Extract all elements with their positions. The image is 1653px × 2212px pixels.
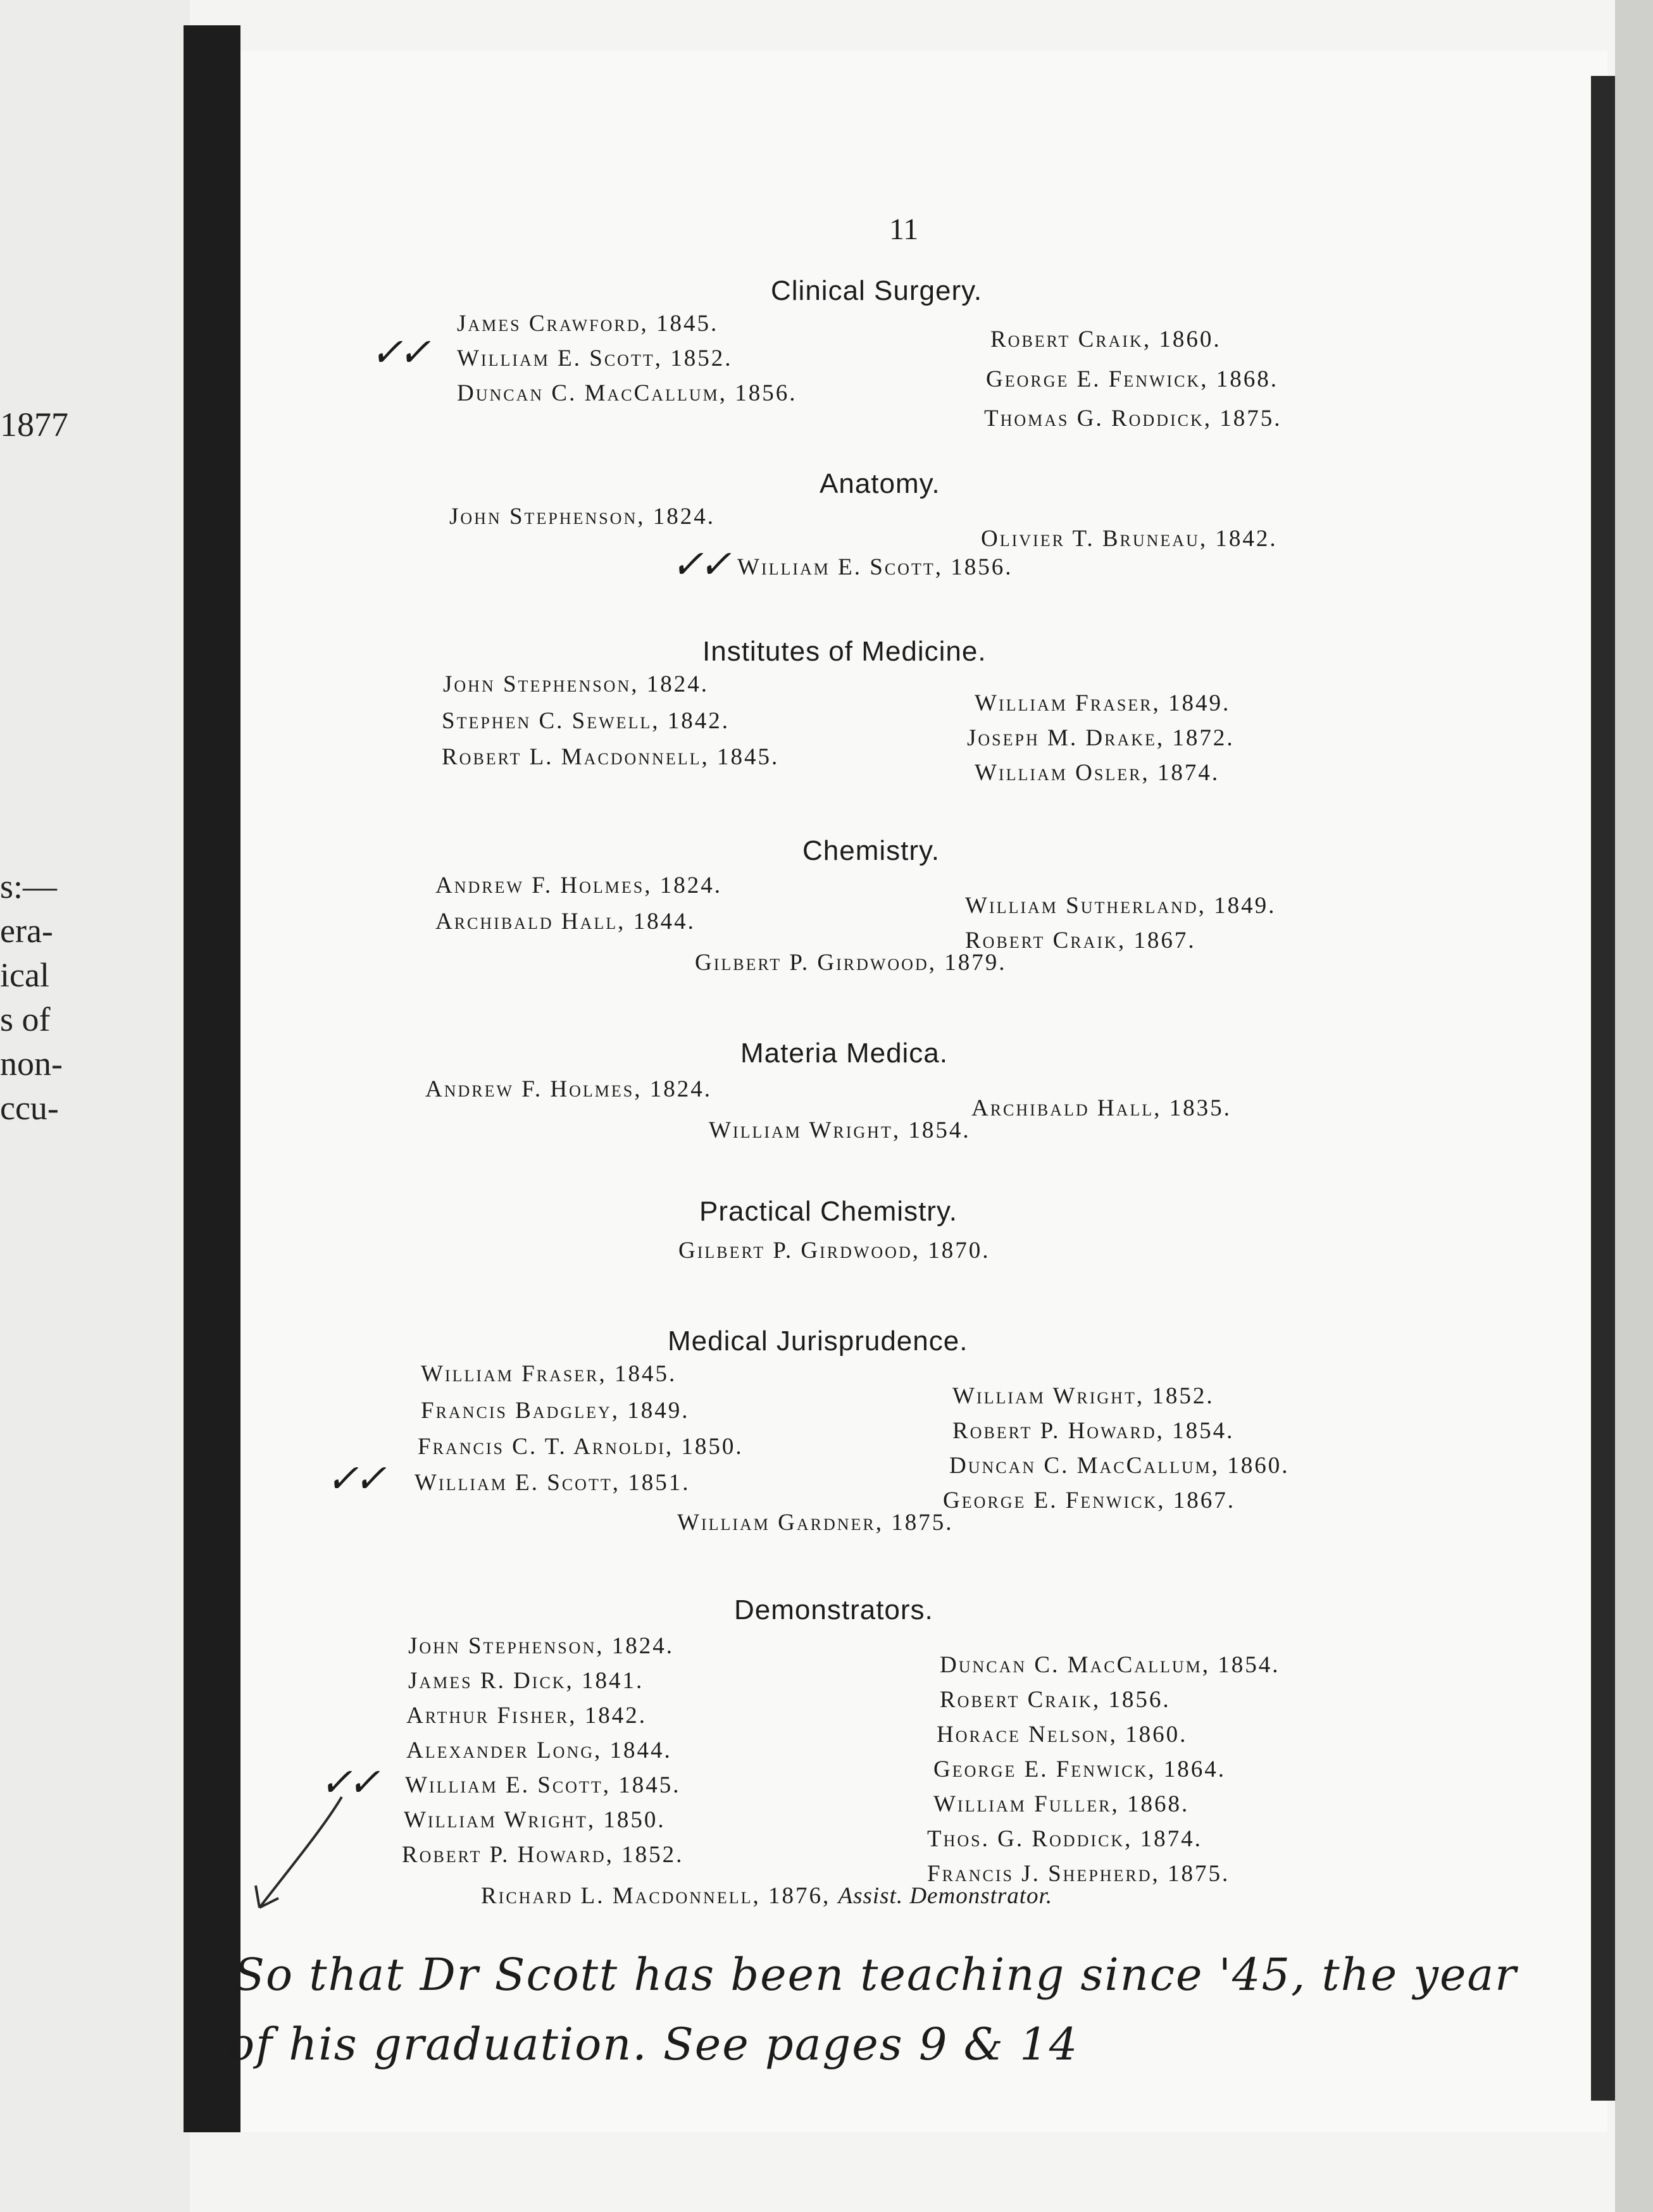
- section-heading-medical-jurisprudence: Medical Jurisprudence.: [668, 1326, 968, 1357]
- check-mark-annotation: ✓✓: [671, 541, 727, 587]
- entry: Alexander Long, 1844.: [406, 1737, 672, 1763]
- entry: Francis J. Shepherd, 1875.: [927, 1861, 1230, 1887]
- entry: William Wright, 1852.: [952, 1383, 1214, 1409]
- page-edge-shadow: [1591, 76, 1615, 2101]
- entry: Robert P. Howard, 1854.: [952, 1418, 1235, 1444]
- entry: Thos. G. Roddick, 1874.: [927, 1826, 1202, 1852]
- entry: William E. Scott, 1851.: [415, 1470, 690, 1496]
- check-mark-annotation: ✓✓: [326, 1455, 382, 1501]
- entry: Duncan C. MacCallum, 1854.: [940, 1652, 1280, 1678]
- entry: William Gardner, 1875.: [677, 1510, 954, 1536]
- entry: James Crawford, 1845.: [457, 311, 719, 337]
- entry: William E. Scott, 1845.: [405, 1772, 681, 1798]
- entry: George E. Fenwick, 1868.: [986, 366, 1279, 392]
- entry: William E. Scott, 1856.: [737, 554, 1013, 580]
- entry: Robert Craik, 1860.: [990, 326, 1221, 352]
- section-heading-anatomy: Anatomy.: [820, 468, 940, 499]
- handwritten-arrow-icon: [247, 1791, 348, 1917]
- entry: Robert L. Macdonnell, 1845.: [442, 744, 780, 770]
- entry: William Fraser, 1849.: [975, 690, 1231, 716]
- handwritten-note-line-1: So that Dr Scott has been teaching since '45, the year: [234, 1949, 1518, 2001]
- entry: Horace Nelson, 1860.: [937, 1722, 1188, 1748]
- section-heading-institutes-of-medicine: Institutes of Medicine.: [702, 636, 987, 667]
- entry: Duncan C. MacCallum, 1860.: [949, 1453, 1290, 1479]
- prev-page-fragment: non-: [0, 1045, 63, 1083]
- entry: William Sutherland, 1849.: [965, 893, 1276, 919]
- prev-page-fragment: s:—: [0, 867, 58, 905]
- prev-page-fragment: era-: [0, 912, 53, 950]
- entry: Thomas G. Roddick, 1875.: [984, 406, 1282, 432]
- entry: Olivier T. Bruneau, 1842.: [981, 526, 1278, 552]
- entry: John Stephenson, 1824.: [408, 1633, 674, 1659]
- entry: Archibald Hall, 1844.: [435, 909, 696, 935]
- entry: Archibald Hall, 1835.: [971, 1095, 1232, 1121]
- entry: John Stephenson, 1824.: [449, 504, 715, 530]
- section-heading-demonstrators: Demonstrators.: [734, 1594, 933, 1625]
- assistant-name: Richard L. Macdonnell, 1876,: [481, 1883, 831, 1909]
- entry: Robert Craik, 1856.: [940, 1687, 1171, 1713]
- entry: Andrew F. Holmes, 1824.: [435, 873, 722, 898]
- assistant-role: Assist. Demonstrator.: [838, 1883, 1053, 1909]
- entry: William Fraser, 1845.: [421, 1361, 677, 1387]
- entry: William Wright, 1850.: [404, 1807, 666, 1833]
- entry: Francis Badgley, 1849.: [421, 1398, 690, 1424]
- prev-page-fragment: 1877: [0, 406, 68, 444]
- entry: Francis C. T. Arnoldi, 1850.: [418, 1434, 744, 1460]
- entry: William E. Scott, 1852.: [457, 345, 733, 371]
- section-heading-practical-chemistry: Practical Chemistry.: [699, 1196, 957, 1227]
- book-spine-shadow: [184, 25, 240, 2132]
- entry: Gilbert P. Girdwood, 1879.: [695, 950, 1007, 976]
- entry: Stephen C. Sewell, 1842.: [442, 708, 730, 734]
- entry: William Osler, 1874.: [975, 760, 1220, 786]
- prev-page-fragment: s of: [0, 1000, 51, 1038]
- entry: Gilbert P. Girdwood, 1870.: [678, 1238, 990, 1264]
- section-heading-chemistry: Chemistry.: [802, 835, 940, 866]
- background-right: [1615, 0, 1653, 2212]
- handwritten-note-line-2: of his graduation. See pages 9 & 14: [228, 2018, 1079, 2070]
- prev-page-fragment: ical: [0, 956, 49, 994]
- entry: George E. Fenwick, 1864.: [933, 1756, 1226, 1782]
- section-heading-clinical-surgery: Clinical Surgery.: [771, 275, 983, 306]
- entry: George E. Fenwick, 1867.: [943, 1488, 1236, 1513]
- demonstrator-assistant-entry: [481, 1882, 1052, 1910]
- entry: William Fuller, 1868.: [933, 1791, 1190, 1817]
- entry: Duncan C. MacCallum, 1856.: [457, 380, 797, 406]
- page-number: 11: [889, 213, 919, 246]
- section-heading-materia-medica: Materia Medica.: [740, 1038, 949, 1069]
- entry: Joseph M. Drake, 1872.: [967, 725, 1235, 751]
- entry: James R. Dick, 1841.: [408, 1668, 644, 1694]
- check-mark-annotation: ✓✓: [370, 329, 426, 375]
- entry: John Stephenson, 1824.: [443, 671, 709, 697]
- entry: Arthur Fisher, 1842.: [406, 1703, 647, 1729]
- entry: Robert P. Howard, 1852.: [402, 1842, 684, 1868]
- entry: Andrew F. Holmes, 1824.: [425, 1076, 712, 1102]
- entry: William Wright, 1854.: [709, 1117, 971, 1143]
- entry: Robert Craik, 1867.: [965, 928, 1196, 954]
- check-mark-annotation: ✓✓: [320, 1759, 375, 1805]
- prev-page-fragment: ccu-: [0, 1089, 59, 1127]
